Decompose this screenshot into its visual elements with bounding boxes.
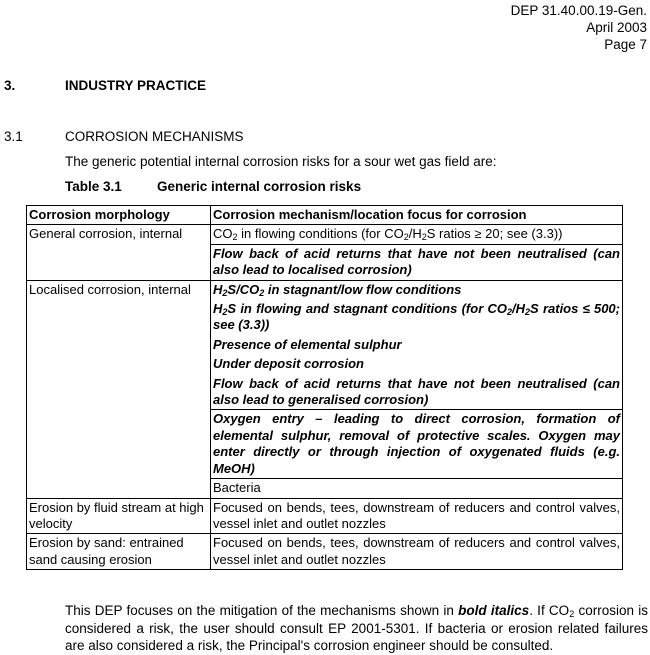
header-morphology: Corrosion morphology: [27, 206, 211, 225]
section-number: 3.: [4, 78, 16, 93]
under-deposit-item: Under deposit corrosion: [213, 356, 364, 372]
table-caption-title: Generic internal corrosion risks: [157, 179, 362, 194]
subsection-title: CORROSION MECHANISMS: [65, 129, 244, 144]
erosion-fluid-label: Erosion by fluid stream at high velocity: [27, 498, 211, 534]
corrosion-risks-table: [26, 205, 623, 570]
page-number: Page 7: [604, 37, 647, 52]
erosion-sand-cell: Focused on bends, tees, downstream of reducers and control valves, vessel inlet and outlet nozzles: [211, 534, 623, 570]
flowback-general-cell: Flow back of acid returns that have not been neutralised (can also lead to localised corrosion): [211, 244, 623, 280]
page-header: [511, 2, 647, 53]
oxygen-entry-cell: Oxygen entry – leading to direct corrosion, formation of elemental sulphur, removal of protective scales. Oxygen may enter directly or through injection of oxygenated fluids (e.g. MeOH): [211, 410, 623, 479]
intro-paragraph: The generic potential internal corrosion risks for a sour wet gas field are:: [65, 154, 497, 169]
erosion-fluid-cell: Focused on bends, tees, downstream of reducers and control valves, vessel inlet and outlet nozzles: [211, 498, 623, 534]
doc-id: DEP 31.40.00.19-Gen.: [510, 3, 647, 18]
localised-corrosion-label: Localised corrosion, internal: [27, 280, 211, 498]
bold-italics-emphasis: bold italics: [458, 603, 530, 618]
table-row: [27, 225, 623, 244]
table-row: [27, 498, 623, 534]
subsection-number: 3.1: [4, 129, 23, 144]
table-row: [27, 280, 623, 410]
header-mechanism: Corrosion mechanism/location focus for corrosion: [211, 206, 623, 225]
h2s-flowing-item: $H_2S$ in flowing and stagnant conditions (for $CO_2/H_2S$ ratios ≤ 500; see (3.3)): [213, 301, 620, 333]
section-title: INDUSTRY PRACTICE: [65, 78, 207, 93]
general-corrosion-label: General corrosion, internal: [27, 225, 211, 280]
localised-mechanisms-cell: [211, 280, 623, 410]
table-header-row: [27, 206, 623, 225]
table-caption-number: Table 3.1: [65, 179, 122, 194]
sulphur-item: Presence of elemental sulphur: [213, 336, 402, 352]
closing-paragraph: This DEP focuses on the mitigation of the mechanisms shown in bold italics. If $CO_2$ corrosion is considered a risk, the user should consult EP 2001-5301. If bacteria or erosion related failures are also considered a risk, the Principal's corrosion engineer should be consulted.: [65, 603, 648, 653]
co2-flowing-cell: $CO_2$ in flowing conditions (for $CO_2/H_2S$ ratios ≥ 20; see (3.3)): [211, 225, 623, 244]
bacteria-cell: Bacteria: [211, 479, 623, 498]
erosion-sand-label: Erosion by sand: entrained sand causing erosion: [27, 534, 211, 570]
table-row: [27, 534, 623, 570]
flowback-localised-item: Flow back of acid returns that have not been neutralised (can also lead to generalised corrosion): [213, 375, 620, 408]
h2s-stagnant-item: $H_2S/CO_2$ in stagnant/low flow conditions: [213, 281, 462, 298]
doc-date: April 2003: [586, 20, 647, 35]
